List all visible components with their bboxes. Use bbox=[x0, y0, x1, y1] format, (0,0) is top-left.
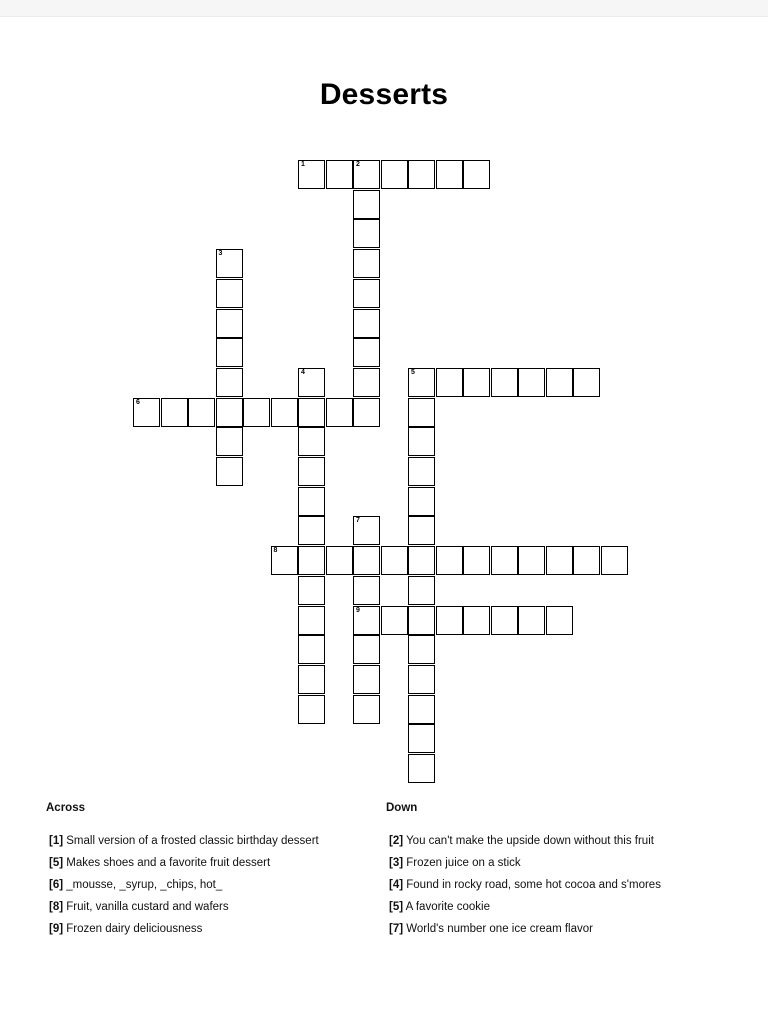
grid-cell[interactable] bbox=[188, 398, 215, 427]
clue-number: [2] bbox=[389, 835, 404, 847]
clue-text: You can't make the upside down without this fruit bbox=[406, 835, 654, 847]
grid-cell[interactable] bbox=[353, 546, 380, 575]
cell-number: 9 bbox=[356, 606, 360, 614]
grid-cell[interactable] bbox=[133, 398, 160, 427]
grid-cell[interactable] bbox=[463, 606, 490, 635]
clue-text: A favorite cookie bbox=[405, 901, 491, 913]
clue-down-7 bbox=[386, 918, 726, 940]
grid-cell[interactable] bbox=[408, 160, 435, 189]
grid-cell[interactable] bbox=[326, 398, 353, 427]
grid-cell[interactable] bbox=[408, 368, 435, 397]
cell-number: 1 bbox=[301, 161, 305, 168]
clue-down-2 bbox=[386, 830, 726, 852]
clue-across-6 bbox=[46, 874, 366, 896]
grid-cell[interactable] bbox=[161, 398, 188, 427]
grid-cell[interactable] bbox=[408, 516, 435, 545]
clue-text: World's number one ice cream flavor bbox=[406, 923, 593, 935]
grid-cell[interactable] bbox=[408, 606, 435, 635]
grid-cell[interactable] bbox=[216, 427, 243, 456]
clue-number: [1] bbox=[49, 835, 64, 847]
clue-number: [6] bbox=[49, 879, 64, 891]
grid-cell[interactable] bbox=[408, 398, 435, 427]
grid-cell[interactable] bbox=[353, 279, 380, 308]
grid-cell[interactable] bbox=[408, 487, 435, 516]
cell-number: 3 bbox=[218, 250, 223, 258]
clue-number: [3] bbox=[389, 857, 404, 869]
grid-cell[interactable] bbox=[546, 546, 573, 575]
clue-text: Found in rocky road, some hot cocoa and s'mores bbox=[406, 879, 661, 891]
grid-cell[interactable] bbox=[353, 368, 380, 397]
grid-cell[interactable] bbox=[326, 546, 353, 575]
grid-cell[interactable] bbox=[353, 309, 380, 338]
grid-cell[interactable] bbox=[298, 368, 325, 397]
grid-cell[interactable] bbox=[353, 160, 380, 189]
clue-down-4 bbox=[386, 874, 726, 896]
grid-cell[interactable] bbox=[436, 546, 463, 575]
grid-cell[interactable] bbox=[546, 606, 573, 635]
grid-cell[interactable] bbox=[298, 427, 325, 456]
grid-cell[interactable] bbox=[491, 606, 518, 635]
grid-cell[interactable] bbox=[353, 398, 380, 427]
clue-down-5 bbox=[386, 896, 726, 918]
grid-cell[interactable] bbox=[353, 606, 380, 635]
across-clue-list bbox=[46, 830, 366, 940]
down-clues bbox=[386, 800, 726, 940]
grid-cell[interactable] bbox=[408, 546, 435, 575]
grid-cell[interactable] bbox=[353, 338, 380, 367]
cell-number: 2 bbox=[356, 161, 360, 168]
grid-cell[interactable] bbox=[353, 516, 380, 545]
grid-cell[interactable] bbox=[353, 695, 380, 724]
clue-number: [7] bbox=[389, 923, 404, 935]
grid-cell[interactable] bbox=[546, 368, 573, 397]
grid-cell[interactable] bbox=[298, 487, 325, 516]
grid-cell[interactable] bbox=[298, 516, 325, 545]
grid-cell[interactable] bbox=[436, 160, 463, 189]
grid-cell[interactable] bbox=[408, 695, 435, 724]
down-heading: Down bbox=[386, 802, 418, 814]
clue-text: _mousse, _syrup, _chips, hot_ bbox=[66, 879, 223, 891]
grid-cell[interactable] bbox=[408, 724, 435, 753]
clue-text: Makes shoes and a favorite fruit dessert bbox=[66, 857, 271, 869]
clue-across-1 bbox=[46, 830, 366, 852]
grid-cell[interactable] bbox=[601, 546, 628, 575]
page-title: Desserts bbox=[319, 78, 449, 111]
grid-cell[interactable] bbox=[353, 665, 380, 694]
grid-cell[interactable] bbox=[573, 368, 600, 397]
grid-cell[interactable] bbox=[353, 249, 380, 278]
grid-cell[interactable] bbox=[298, 665, 325, 694]
across-clues bbox=[46, 800, 366, 940]
clue-text: Frozen dairy deliciousness bbox=[66, 923, 203, 935]
grid-cell[interactable] bbox=[408, 635, 435, 664]
clue-number: [5] bbox=[49, 857, 64, 869]
clue-number: [4] bbox=[389, 879, 404, 891]
across-heading: Across bbox=[46, 802, 85, 814]
grid-cell[interactable] bbox=[463, 546, 490, 575]
grid-cell[interactable] bbox=[518, 368, 545, 397]
grid-cell[interactable] bbox=[518, 546, 545, 575]
clue-down-3 bbox=[386, 852, 726, 874]
grid-cell[interactable] bbox=[298, 546, 325, 575]
clue-number: [8] bbox=[49, 901, 64, 913]
grid-cell[interactable] bbox=[216, 249, 243, 278]
grid-cell[interactable] bbox=[381, 606, 408, 635]
grid-cell[interactable] bbox=[271, 546, 298, 575]
clue-text: Fruit, vanilla custard and wafers bbox=[66, 901, 229, 913]
clue-across-9 bbox=[46, 918, 366, 940]
clue-across-5 bbox=[46, 852, 366, 874]
grid-cell[interactable] bbox=[298, 457, 325, 486]
grid-cell[interactable] bbox=[271, 398, 298, 427]
clue-number: [5] bbox=[389, 901, 404, 913]
cell-number: 5 bbox=[411, 368, 415, 376]
grid-cell[interactable] bbox=[573, 546, 600, 575]
grid-cell[interactable] bbox=[298, 695, 325, 724]
grid-cell[interactable] bbox=[381, 546, 408, 575]
grid-cell[interactable] bbox=[518, 606, 545, 635]
grid-cell[interactable] bbox=[381, 160, 408, 189]
grid-cell[interactable] bbox=[216, 338, 243, 367]
grid-cell[interactable] bbox=[491, 368, 518, 397]
grid-cell[interactable] bbox=[408, 576, 435, 605]
cell-number: 7 bbox=[356, 517, 360, 525]
grid-cell[interactable] bbox=[216, 279, 243, 308]
grid-cell[interactable] bbox=[216, 309, 243, 338]
grid-cell[interactable] bbox=[491, 546, 518, 575]
grid-cell[interactable] bbox=[298, 635, 325, 664]
clue-number: [9] bbox=[49, 923, 64, 935]
grid-cell[interactable] bbox=[216, 398, 243, 427]
cell-number: 8 bbox=[273, 547, 278, 555]
grid-cell[interactable] bbox=[408, 754, 435, 783]
grid-cell[interactable] bbox=[353, 635, 380, 664]
clue-text: Small version of a frosted classic birthday dessert bbox=[66, 835, 319, 847]
grid-cell[interactable] bbox=[216, 368, 243, 397]
grid-cell[interactable] bbox=[298, 576, 325, 605]
grid-cell[interactable] bbox=[463, 160, 490, 189]
grid-cell[interactable] bbox=[408, 457, 435, 486]
cell-number: 4 bbox=[301, 368, 305, 376]
grid-cell[interactable] bbox=[463, 368, 490, 397]
grid-cell[interactable] bbox=[326, 160, 353, 189]
grid-cell[interactable] bbox=[408, 665, 435, 694]
grid-cell[interactable] bbox=[298, 160, 325, 189]
grid-cell[interactable] bbox=[298, 606, 325, 635]
grid-cell[interactable] bbox=[243, 398, 270, 427]
grid-cell[interactable] bbox=[353, 190, 380, 219]
grid-cell[interactable] bbox=[216, 457, 243, 486]
grid-cell[interactable] bbox=[353, 576, 380, 605]
clue-text: Frozen juice on a stick bbox=[406, 857, 521, 869]
down-clue-list bbox=[386, 830, 726, 940]
grid-cell[interactable] bbox=[408, 427, 435, 456]
grid-cell[interactable] bbox=[353, 219, 380, 248]
grid-cell[interactable] bbox=[436, 368, 463, 397]
grid-cell[interactable] bbox=[298, 398, 325, 427]
clue-across-8 bbox=[46, 896, 366, 918]
cell-number: 6 bbox=[136, 398, 140, 406]
grid-cell[interactable] bbox=[436, 606, 463, 635]
